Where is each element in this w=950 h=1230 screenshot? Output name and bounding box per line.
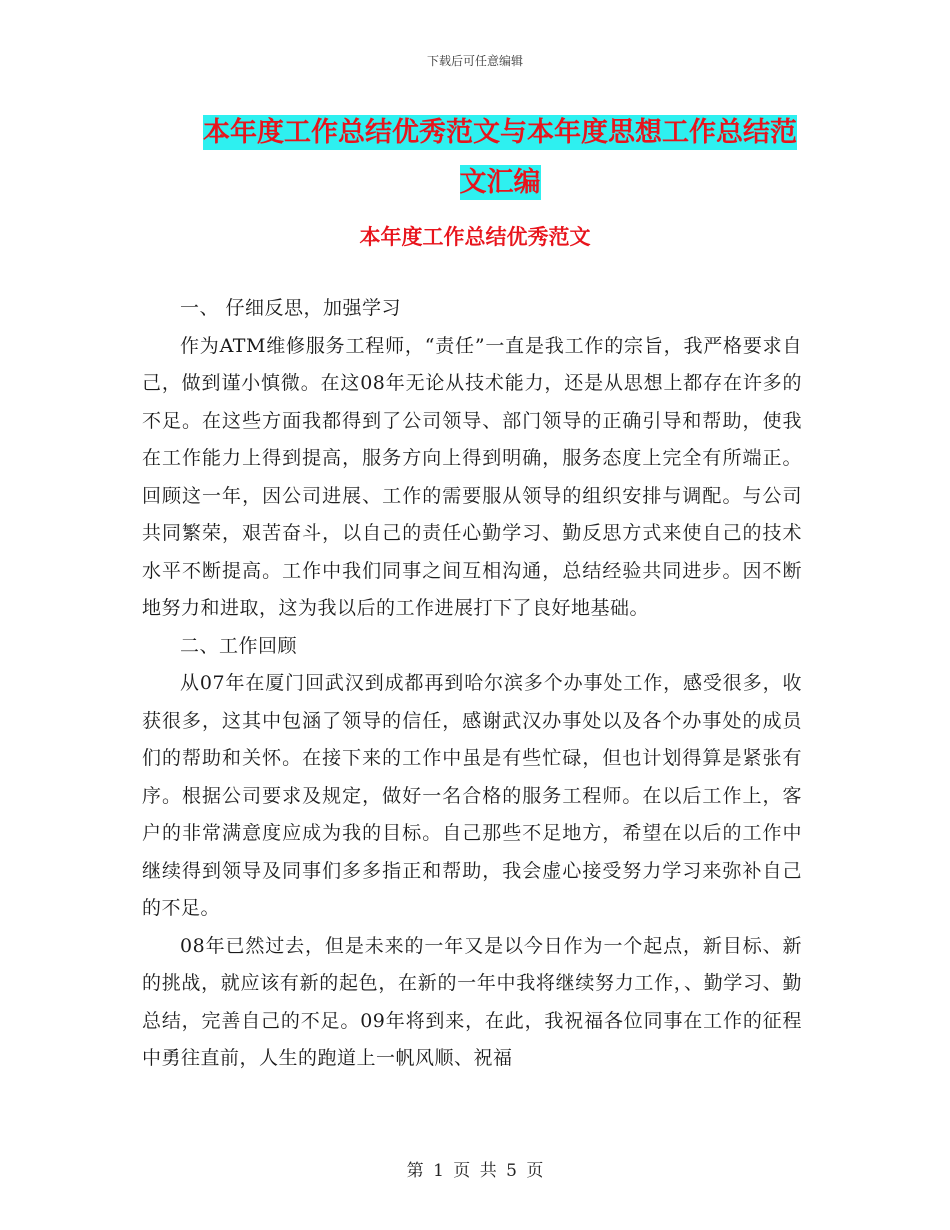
- body-text: [142, 290, 802, 1078]
- section-title: 本年度工作总结优秀范文: [359, 225, 591, 249]
- page-number-footer: 第 1 页 共 5 页: [406, 1161, 544, 1181]
- paragraph: 08年已然过去，但是未来的一年又是以今日作为一个起点，新目标、新的挑战，就应该有新的起色，在新的一年中我将继续努力工作，、勤学习、勤总结，完善自己的不足。09年将到来，在此，我祝福各位同事在工作的征程中勇往直前，人生的跑道上一帆风顺、祝福: [142, 934, 802, 1069]
- paragraph: 从07年在厦门回武汉到成都再到哈尔滨多个办事处工作，感受很多，收获很多，这其中包涵了领导的信任，感谢武汉办事处以及各个办事处的成员们的帮助和关怀。在接下来的工作中虽是有些忙碌，但也计划得算是紧张有序。根据公司要求及规定，做好一名合格的服务工程师。在以后工作上，客户的非常满意度应成为我的目标。自己那些不足地方，希望在以后的工作中继续得到领导及同事们多多指正和帮助，我会虚心接受努力学习来弥补自己的不足。: [142, 672, 802, 919]
- main-title-text: 本年度工作总结优秀范文与本年度思想工作总结范文汇编: [203, 117, 797, 198]
- main-title: [190, 108, 810, 208]
- paragraph-heading-2: 二、工作回顾: [180, 634, 298, 657]
- paragraph: 作为ATM维修服务工程师，“责任”一直是我工作的宗旨，我严格要求自己，做到谨小慎微。在这08年无论从技术能力，还是从思想上都存在许多的不足。在这些方面我都得到了公司领导、部门领导的正确引导和帮助，使我在工作能力上得到提高，服务方向上得到明确，服务态度上完全有所端正。回顾这一年，因公司进展、工作的需要服从领导的组织安排与调配。与公司共同繁荣，艰苦奋斗，以自己的责任心勤学习、勤反思方式来使自己的技术水平不断提高。工作中我们同事之间互相沟通，总结经验共同进步。因不断地努力和进取，这为我以后的工作进展打下了良好地基础。: [142, 334, 802, 619]
- paragraph-heading-1: 一、 仔细反思，加强学习: [180, 297, 402, 319]
- header-note: 下载后可任意编辑: [426, 54, 523, 68]
